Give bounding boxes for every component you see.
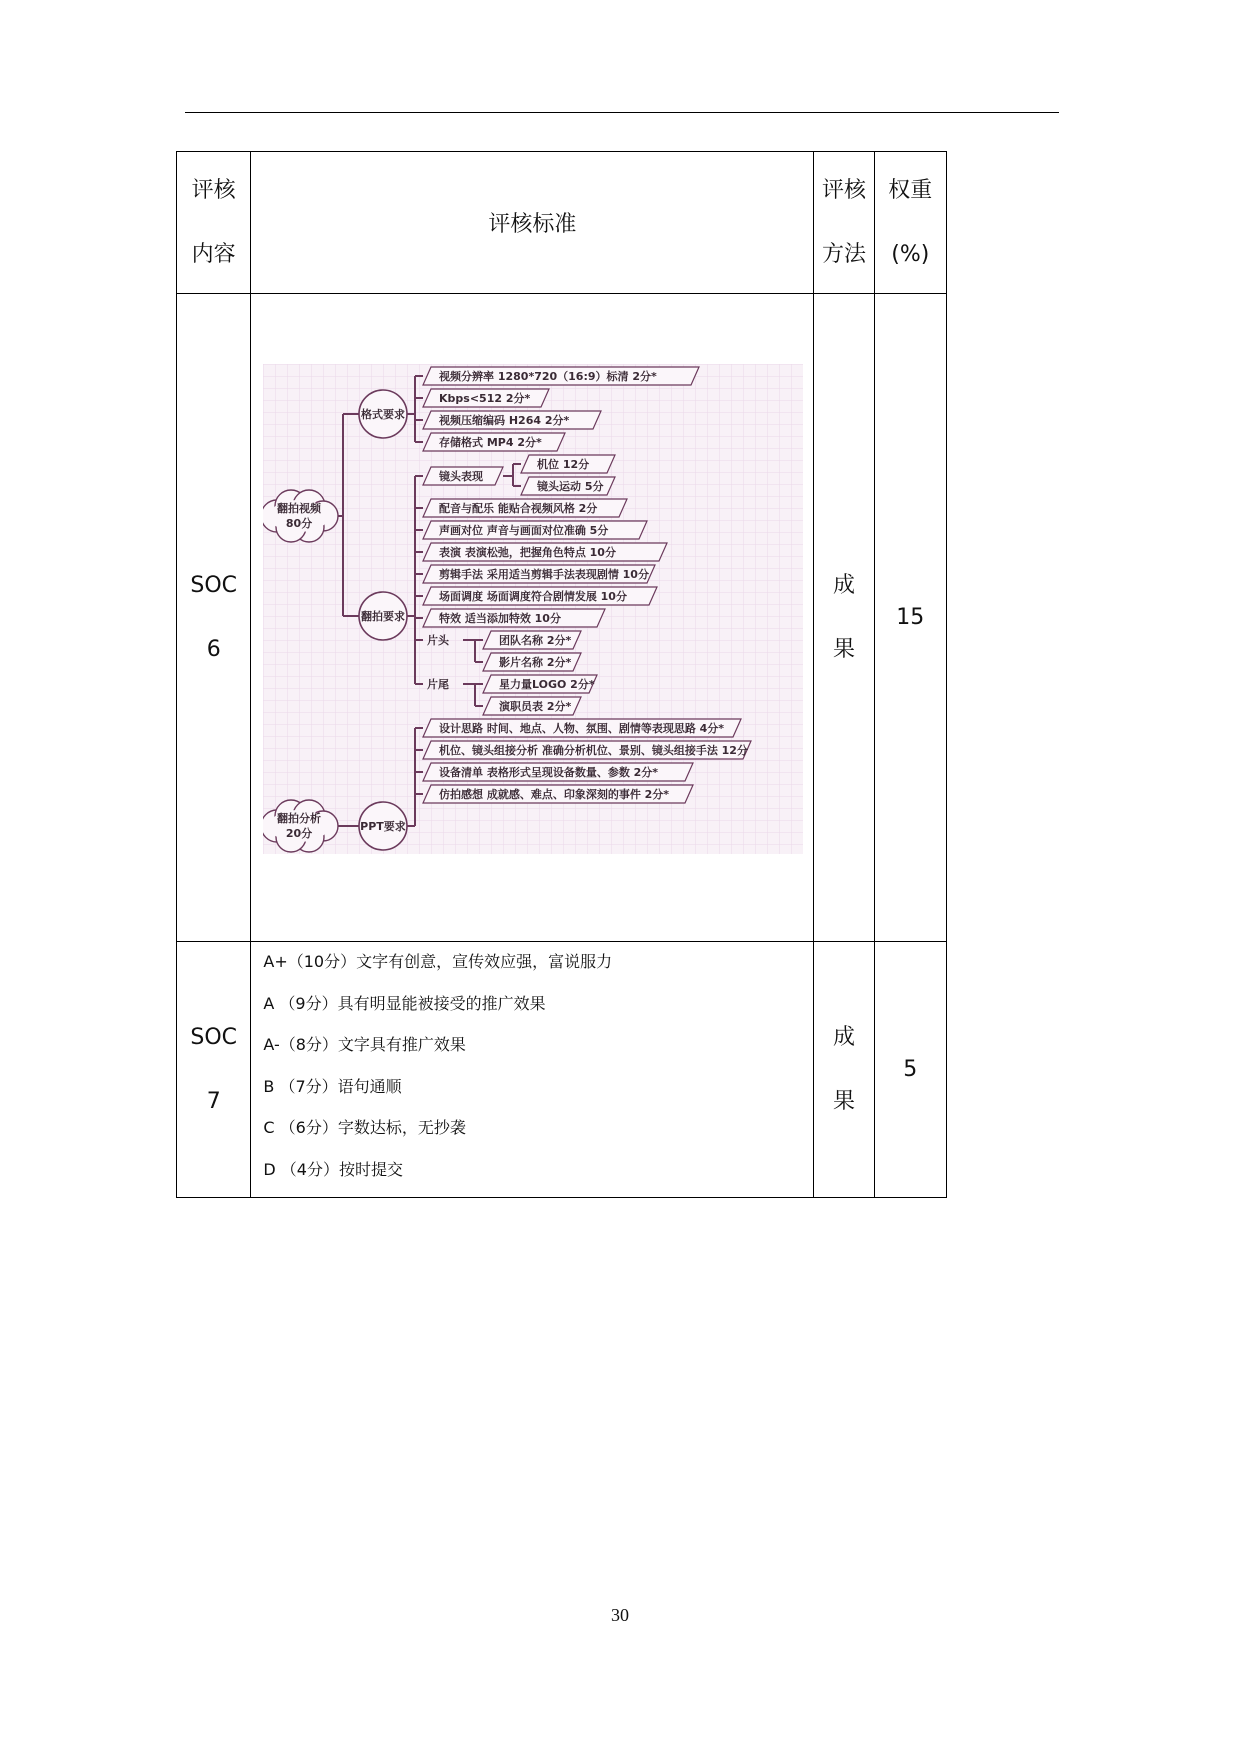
mindmap-node-label: PPT要求 [360, 820, 407, 833]
grade-item: C （6分）字数达标，无抄袭 [263, 1118, 466, 1137]
mindmap-item-label: 表演 表演松弛，把握角色特点 10分 [439, 546, 617, 559]
table-row [177, 294, 947, 942]
grade-list [251, 942, 814, 1198]
row-method: 成 果 [814, 942, 874, 1198]
mindmap-item-label: 团队名称 2分* [499, 634, 572, 647]
mindmap-item-label: 配音与配乐 能贴合视频风格 2分 [439, 502, 598, 515]
mindmap-item-label: 存储格式 MP4 2分* [439, 436, 543, 449]
mindmap-node-label: 格式要求 [361, 408, 406, 421]
header-rule [185, 112, 1059, 113]
mindmap-item-label: 设计思路 时间、地点、人物、氛围、剧情等表现思路 4分* [439, 722, 725, 735]
page-number: 30 [611, 1605, 629, 1625]
mindmap-item-label: 机位、镜头组接分析 准确分析机位、景别、镜头组接手法 12分 [439, 744, 749, 757]
header-method: 评核 方法 [814, 152, 874, 294]
grade-item: D （4分）按时提交 [263, 1159, 403, 1179]
mindmap-item-label: 镜头表现 [439, 470, 484, 483]
mindmap-item-label: Kbps<512 2分* [439, 392, 531, 405]
mindmap-item-label: 特效 适当添加特效 10分 [439, 612, 562, 625]
grade-item: A+（10分）文字有创意，宣传效应强，富说服力 [263, 952, 613, 971]
mindmap-item-label: 视频压缩编码 H264 2分* [439, 414, 570, 427]
mindmap-cell [251, 294, 814, 942]
grade-item: A-（8分）文字具有推广效果 [263, 1035, 466, 1054]
row-method: 成 果 [814, 294, 874, 942]
row-weight: 5 [874, 942, 946, 1198]
mindmap-item-label: 场面调度 场面调度符合剧情发展 10分 [439, 590, 628, 603]
mindmap-item-label: 镜头运动 5分 [537, 480, 604, 493]
mindmap-item-label: 设备清单 表格形式呈现设备数量、参数 2分* [439, 766, 659, 779]
table-row [177, 942, 947, 1198]
mindmap-tail-label: 片尾 [427, 678, 450, 691]
mindmap-root-label: 20分 [286, 827, 313, 840]
grade-item: B （7分）语句通顺 [263, 1076, 402, 1096]
mindmap-node-label: 翻拍要求 [361, 610, 406, 623]
mindmap-head-label: 片头 [427, 634, 450, 647]
header-content: 评核 内容 [177, 152, 251, 294]
mindmap-root-label: 翻拍分析 [277, 812, 322, 825]
header-criteria: 评核标准 [251, 152, 814, 294]
table-header-row [177, 152, 947, 294]
mindmap-item-label: 星力量LOGO 2分* [499, 678, 595, 691]
mindmap-diagram [263, 364, 803, 854]
mindmap-root-label: 翻拍视频 [277, 502, 322, 515]
mindmap-item-label: 仿拍感想 成就感、难点、印象深刻的事件 2分* [439, 788, 670, 801]
row-content: SOC 7 [177, 942, 251, 1198]
evaluation-table [176, 151, 947, 1198]
mindmap-item-label: 剪辑手法 采用适当剪辑手法表现剧情 10分 [439, 568, 650, 581]
mindmap-item-label: 机位 12分 [537, 458, 590, 471]
row-content: SOC 6 [177, 294, 251, 942]
mindmap-root-label: 80分 [286, 517, 313, 530]
mindmap-item-label: 声画对位 声音与画面对位准确 5分 [439, 524, 609, 537]
grade-item: A （9分）具有明显能被接受的推广效果 [263, 993, 546, 1013]
mindmap-item-label: 视频分辨率 1280*720（16:9）标清 2分* [439, 370, 658, 383]
row-weight: 15 [874, 294, 946, 942]
header-weight: 权重 (%) [874, 152, 946, 294]
mindmap-item-label: 影片名称 2分* [499, 656, 572, 669]
mindmap-item-label: 演职员表 2分* [499, 700, 572, 713]
